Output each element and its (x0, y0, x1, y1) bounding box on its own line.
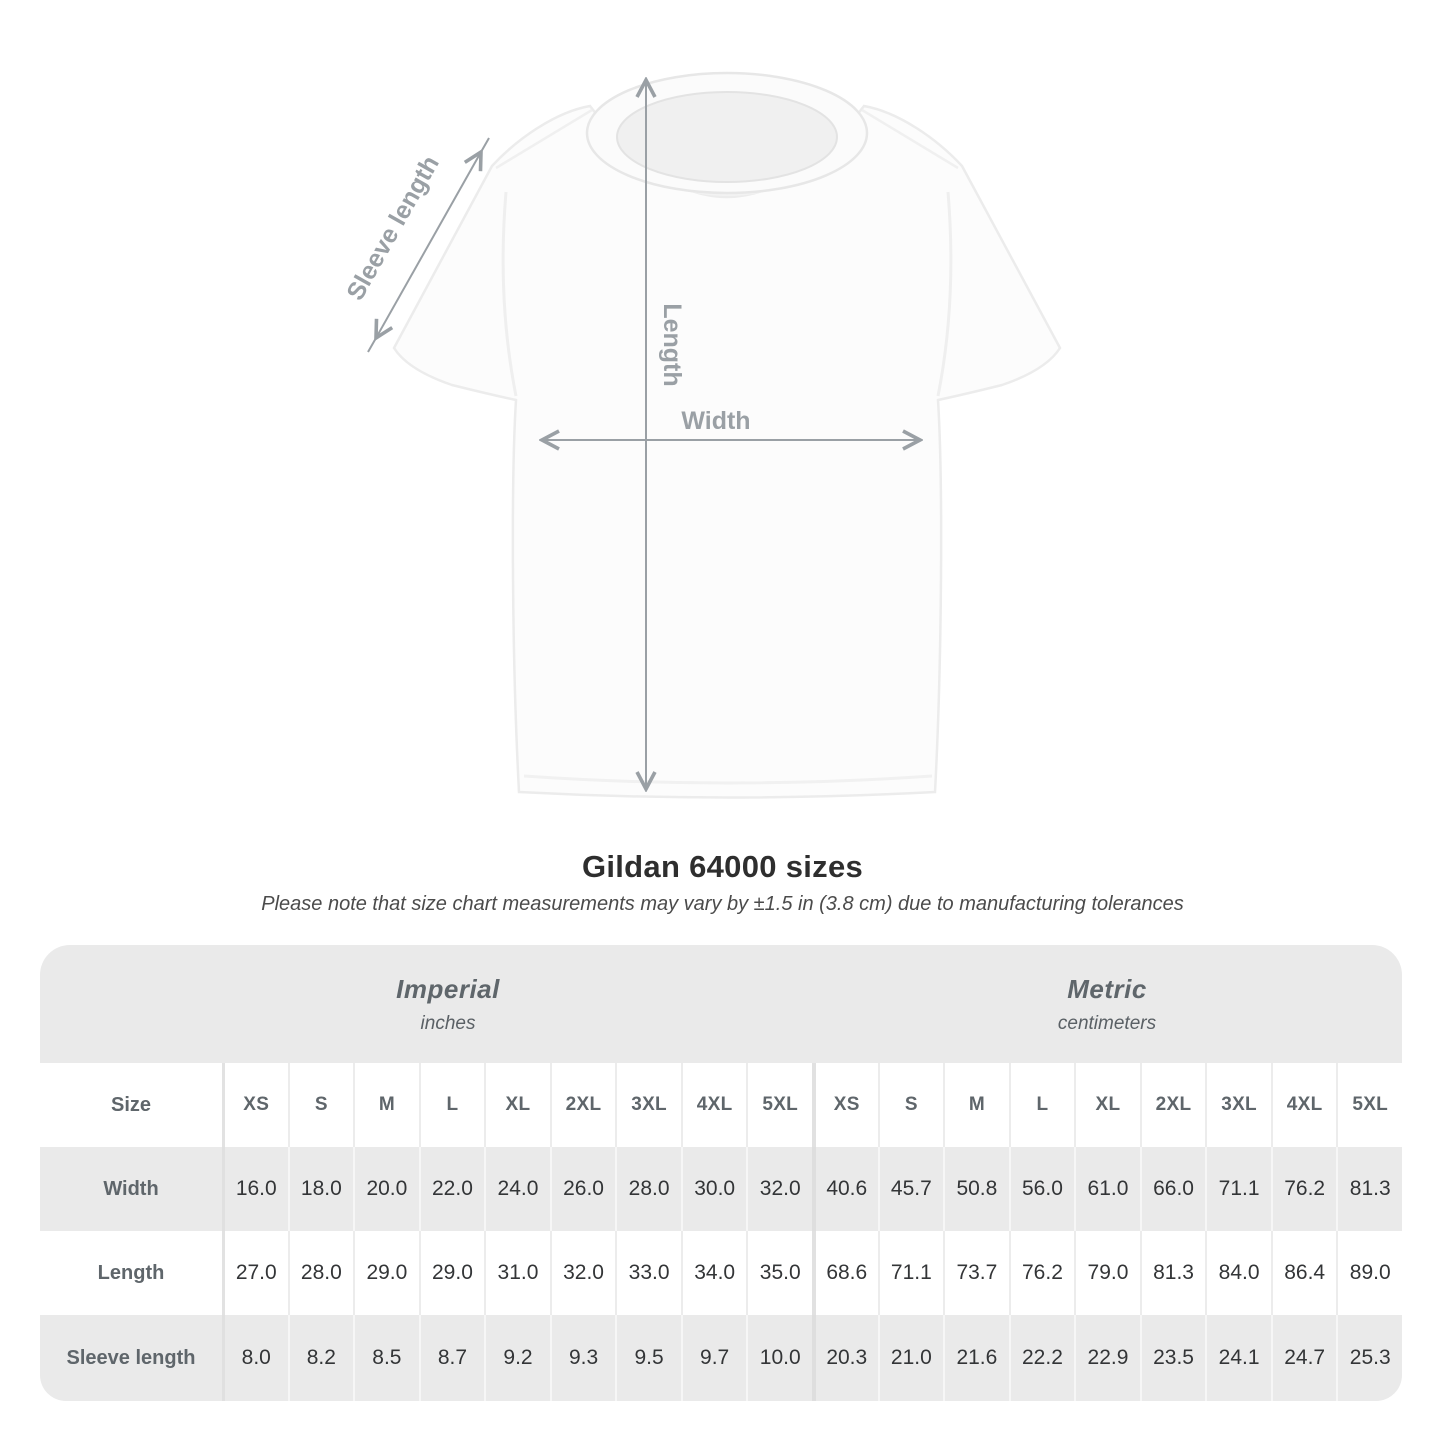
measurement-cell: 9.5 (615, 1315, 681, 1401)
measurement-cell: 89.0 (1336, 1231, 1402, 1315)
metric-section-header (812, 945, 1402, 1063)
size-col-header-metric: XS (812, 1063, 878, 1147)
measurement-cell: 45.7 (878, 1147, 944, 1231)
measurement-cell: 20.0 (353, 1147, 419, 1231)
measurement-cell: 29.0 (419, 1231, 485, 1315)
measurement-cell: 71.1 (1205, 1147, 1271, 1231)
measurement-cell: 40.6 (812, 1147, 878, 1231)
measurement-cell: 86.4 (1271, 1231, 1337, 1315)
size-col-header-imperial: 2XL (550, 1063, 616, 1147)
measurement-cell: 56.0 (1009, 1147, 1075, 1231)
row-label: Width (40, 1147, 222, 1231)
size-col-header-metric: 2XL (1140, 1063, 1206, 1147)
row-label: Sleeve length (40, 1315, 222, 1401)
measurement-cell: 81.3 (1336, 1147, 1402, 1231)
size-row-label: Size (40, 1063, 222, 1147)
imperial-section-header (40, 945, 812, 1063)
measurement-cell: 23.5 (1140, 1315, 1206, 1401)
size-col-header-imperial: XL (484, 1063, 550, 1147)
metric-unit: centimeters (1057, 1012, 1157, 1034)
measurement-cell: 29.0 (353, 1231, 419, 1315)
measurement-cell: 73.7 (943, 1231, 1009, 1315)
measurement-cell: 21.0 (878, 1315, 944, 1401)
size-col-header-imperial: 3XL (615, 1063, 681, 1147)
length-label: Length (658, 303, 686, 387)
measurement-cell: 32.0 (746, 1147, 812, 1231)
measurement-cell: 32.0 (550, 1231, 616, 1315)
row-label: Length (40, 1231, 222, 1315)
measurement-cell: 10.0 (746, 1315, 812, 1401)
size-col-header-imperial: M (353, 1063, 419, 1147)
measurement-cell: 34.0 (681, 1231, 747, 1315)
metric-title: Metric (1067, 973, 1147, 1004)
measurement-cell: 66.0 (1140, 1147, 1206, 1231)
size-col-header-metric: XL (1074, 1063, 1140, 1147)
measurement-cell: 28.0 (288, 1231, 354, 1315)
measurement-cell: 33.0 (615, 1231, 681, 1315)
tolerance-note: Please note that size chart measurements may vary by ±1.5 in (3.8 cm) due to manufacturing tolerances (261, 893, 1184, 915)
measurement-cell: 30.0 (681, 1147, 747, 1231)
measurement-cell: 76.2 (1009, 1231, 1075, 1315)
measurement-cell: 24.0 (484, 1147, 550, 1231)
measurement-cell: 35.0 (746, 1231, 812, 1315)
measurement-cell: 81.3 (1140, 1231, 1206, 1315)
size-col-header-metric: S (878, 1063, 944, 1147)
measurement-cell: 8.5 (353, 1315, 419, 1401)
measurement-cell: 16.0 (222, 1147, 288, 1231)
tshirt-collar-opening (617, 92, 837, 182)
tshirt-illustration (394, 73, 1060, 798)
measurement-cell: 68.6 (812, 1231, 878, 1315)
sleeve-length-label: Sleeve length (341, 151, 445, 306)
measurement-cell: 9.2 (484, 1315, 550, 1401)
measurement-cell: 8.7 (419, 1315, 485, 1401)
page-title: Gildan 64000 sizes (581, 849, 864, 884)
size-col-header-imperial: S (288, 1063, 354, 1147)
measurement-cell: 79.0 (1074, 1231, 1140, 1315)
measurement-cell: 24.1 (1205, 1315, 1271, 1401)
imperial-title: Imperial (396, 973, 500, 1004)
measurement-cell: 22.2 (1009, 1315, 1075, 1401)
size-table (40, 945, 1402, 1401)
measurement-cell: 9.3 (550, 1315, 616, 1401)
size-col-header-imperial: XS (222, 1063, 288, 1147)
size-col-header-metric: 3XL (1205, 1063, 1271, 1147)
measurement-cell: 9.7 (681, 1315, 747, 1401)
measurement-cell: 21.6 (943, 1315, 1009, 1401)
measurement-cell: 8.2 (288, 1315, 354, 1401)
measurement-cell: 22.0 (419, 1147, 485, 1231)
measurement-cell: 20.3 (812, 1315, 878, 1401)
measurement-cell: 25.3 (1336, 1315, 1402, 1401)
size-col-header-metric: L (1009, 1063, 1075, 1147)
width-label: Width (681, 407, 751, 435)
size-col-header-imperial: 5XL (746, 1063, 812, 1147)
measurement-cell: 61.0 (1074, 1147, 1140, 1231)
measurement-cell: 22.9 (1074, 1315, 1140, 1401)
measurement-cell: 26.0 (550, 1147, 616, 1231)
size-col-header-metric: 4XL (1271, 1063, 1337, 1147)
measurement-cell: 71.1 (878, 1231, 944, 1315)
measurement-cell: 76.2 (1271, 1147, 1337, 1231)
measurement-cell: 18.0 (288, 1147, 354, 1231)
measurement-cell: 50.8 (943, 1147, 1009, 1231)
size-col-header-imperial: L (419, 1063, 485, 1147)
size-col-header-imperial: 4XL (681, 1063, 747, 1147)
imperial-unit: inches (420, 1012, 476, 1034)
size-col-header-metric: 5XL (1336, 1063, 1402, 1147)
measurement-cell: 28.0 (615, 1147, 681, 1231)
measurement-cell: 27.0 (222, 1231, 288, 1315)
size-col-header-metric: M (943, 1063, 1009, 1147)
tshirt-body (394, 106, 1060, 798)
measurement-cell: 84.0 (1205, 1231, 1271, 1315)
measurement-cell: 8.0 (222, 1315, 288, 1401)
measurement-cell: 24.7 (1271, 1315, 1337, 1401)
measurement-cell: 31.0 (484, 1231, 550, 1315)
